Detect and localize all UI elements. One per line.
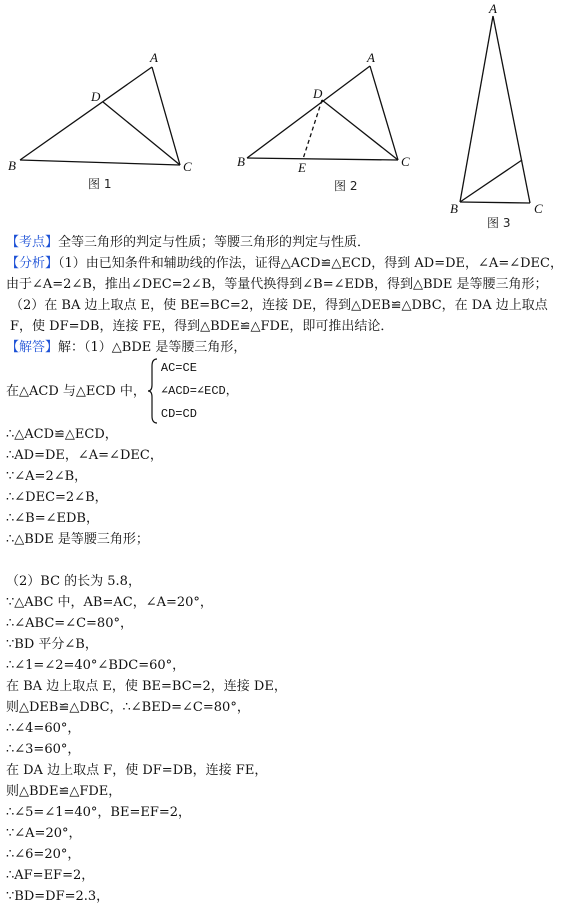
proof-step: 则△BDE≌△FDE， <box>6 784 122 799</box>
fig1-side-ac <box>152 67 180 165</box>
fig2-side-ba <box>247 66 370 158</box>
fig1-label-d: D <box>91 89 101 104</box>
figures-area <box>0 0 575 232</box>
proof-step: ∵BD 平分∠B， <box>6 637 98 652</box>
fig1-label-b: B <box>8 158 16 173</box>
proof-step: ∴AD=DE，∠A=∠DEC， <box>6 448 163 463</box>
proof-step: ∵△ABC 中，AB=AC，∠A=20°， <box>6 595 213 610</box>
fig1-side-ba <box>20 67 152 160</box>
fig2-label-b: B <box>237 154 245 169</box>
proof-step: 在 BA 边上取点 E，使 BE=BC=2，连接 DE， <box>6 679 287 694</box>
fenxi-p1-text: （1）由已知条件和辅助线的作法，证得△ACD≌△ECD，得到 AD=DE，∠A=∠DEC，由于∠A=2∠B，推出∠DEC=2∠B，等量代换得到∠B=∠EDB，得到△BDE 是等腰三角形； <box>6 256 563 292</box>
left-brace-icon <box>148 358 158 424</box>
fenxi-tag: 【分析】 <box>6 256 59 271</box>
system-lead: 在△ACD 与△ECD 中， <box>6 383 146 399</box>
figure-1 <box>20 67 180 165</box>
fig1-segment-dc <box>103 102 180 165</box>
system-condition: ∠ACD=∠ECD， <box>160 384 238 398</box>
proof-step: 则△DEB≌△DBC，∴∠BED=∠C=80°， <box>6 700 250 715</box>
fenxi-paragraph-2: （2）在 BA 边上取点 E，使 BE=BC=2，连接 DE，得到△DEB≌△DBC，在 DA 边上取点 F，使 DF=DB，连接 FE，得到△BDE≌△FDE，即可推出结论． <box>10 298 548 334</box>
fig3-side-ac <box>493 16 530 203</box>
spacer <box>6 550 568 571</box>
fig2-side-bc <box>247 158 398 160</box>
proof-step: ∴∠3=60°， <box>6 742 81 757</box>
fig1-caption: 图 1 <box>88 177 112 191</box>
jieda-line <box>6 337 568 358</box>
fig2-segment-dc <box>322 100 398 160</box>
proof-step: （2）BC 的长为 5.8， <box>6 574 141 589</box>
proof-step: ∴△BDE 是等腰三角形； <box>6 532 149 547</box>
fig3-label-b: B <box>450 201 458 216</box>
system-condition: CD=CD <box>160 407 197 421</box>
proof-step: ∵∠A=2∠B， <box>6 469 88 484</box>
proof-step: ∴∠ABC=∠C=80°， <box>6 616 133 631</box>
fig3-caption: 图 3 <box>487 216 511 230</box>
fig3-side-ab <box>460 16 493 202</box>
kaodian-line <box>6 232 568 253</box>
proof-step: ∴∠1=∠2=40°∠BDC=60°， <box>6 658 186 673</box>
geometry-figures <box>0 0 575 232</box>
system-conditions <box>161 358 238 424</box>
fig3-side-bc <box>460 202 530 203</box>
solution-text <box>6 232 568 907</box>
fig2-caption: 图 2 <box>334 179 358 193</box>
fig2-label-e: E <box>298 160 306 175</box>
proof-step: ∴∠4=60°， <box>6 721 81 736</box>
proof-step: ∴∠5=∠1=40°，BE=EF=2， <box>6 805 192 820</box>
proof-step: ∵∠A=20°， <box>6 826 82 841</box>
jieda-first: 解：（1）△BDE 是等腰三角形， <box>58 340 247 355</box>
proof-step: 在 DA 边上取点 F，使 DF=DB，连接 FE， <box>6 763 268 778</box>
kaodian-text: 全等三角形的判定与性质；等腰三角形的判定与性质． <box>58 235 371 250</box>
fig3-label-a: A <box>489 1 497 16</box>
congruence-system <box>6 358 568 424</box>
fig2-label-a: A <box>367 50 375 65</box>
proof-step: ∴AF=EF=2， <box>6 868 95 883</box>
kaodian-tag: 【考点】 <box>6 235 59 250</box>
fig1-label-a: A <box>150 50 158 65</box>
fig1-label-c: C <box>183 159 192 174</box>
fig3-bisector-bd <box>460 160 522 202</box>
proof-step: ∴∠6=20°， <box>6 847 81 862</box>
proof-step: ∴∠B=∠EDB， <box>6 511 99 526</box>
fenxi-paragraph-1 <box>6 253 568 295</box>
fig1-side-bc <box>20 160 180 165</box>
fig3-label-c: C <box>534 201 543 216</box>
proof-step: ∴△ACD≌△ECD， <box>6 427 118 442</box>
system-condition: AC=CE <box>160 361 197 375</box>
fig2-label-c: C <box>401 154 410 169</box>
fig2-side-ac <box>370 66 398 160</box>
fig2-label-d: D <box>313 86 323 101</box>
jieda-tag: 【解答】 <box>6 340 59 355</box>
proof-step: ∴∠DEC=2∠B， <box>6 490 108 505</box>
proof-step: ∵BD=DF=2.3， <box>6 889 110 904</box>
figure-2 <box>247 66 398 160</box>
figure-3 <box>460 16 530 203</box>
